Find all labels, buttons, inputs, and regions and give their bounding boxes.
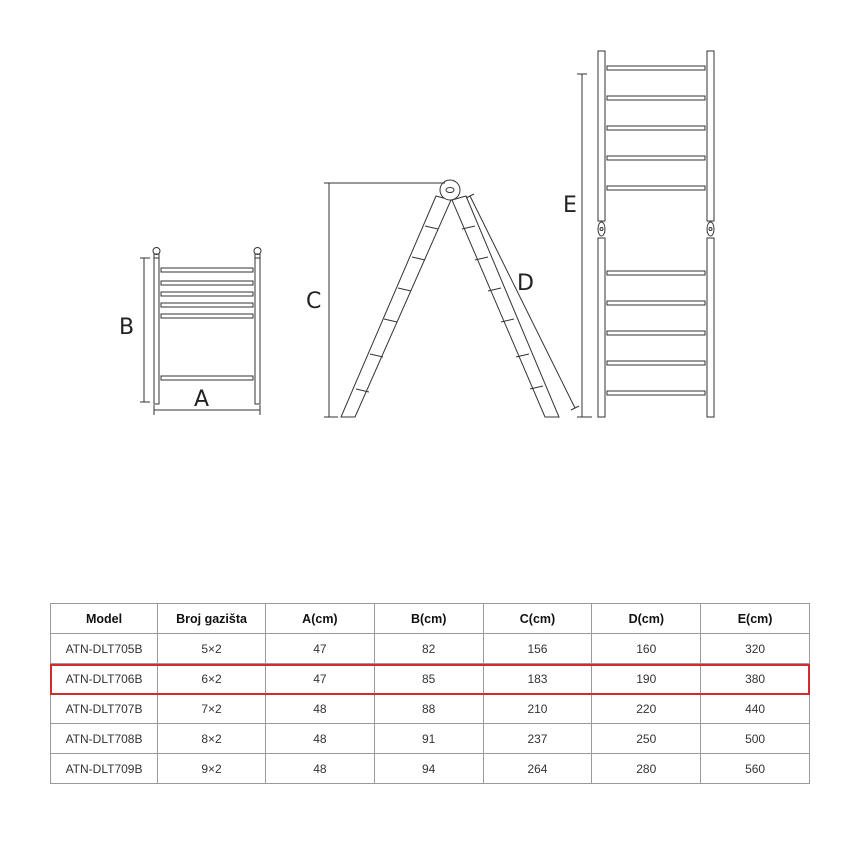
- cell-a: 48: [265, 754, 374, 784]
- extended-ladder: [577, 51, 714, 417]
- table-row: [51, 724, 810, 754]
- cell-c: 264: [483, 754, 592, 784]
- cell-model: ATN-DLT708B: [51, 724, 158, 754]
- cell-b: 94: [374, 754, 483, 784]
- table-row: [51, 754, 810, 784]
- cell-a: 47: [265, 664, 374, 694]
- cell-e: 320: [701, 634, 810, 664]
- cell-a: 47: [265, 634, 374, 664]
- cell-model: ATN-DLT706B: [51, 664, 158, 694]
- header-a: A(cm): [265, 604, 374, 634]
- cell-b: 82: [374, 634, 483, 664]
- header-e: E(cm): [701, 604, 810, 634]
- cell-b: 91: [374, 724, 483, 754]
- cell-d: 250: [592, 724, 701, 754]
- dimension-label-a: A: [194, 387, 210, 412]
- cell-d: 280: [592, 754, 701, 784]
- header-model: Model: [51, 604, 158, 634]
- cell-d: 220: [592, 694, 701, 724]
- cell-e: 560: [701, 754, 810, 784]
- table-row-highlighted: [51, 664, 810, 694]
- cell-b: 88: [374, 694, 483, 724]
- cell-model: ATN-DLT707B: [51, 694, 158, 724]
- cell-d: 160: [592, 634, 701, 664]
- cell-e: 380: [701, 664, 810, 694]
- cell-b: 85: [374, 664, 483, 694]
- dimension-label-b: B: [119, 315, 135, 340]
- header-steps: Broj gazišta: [158, 604, 266, 634]
- cell-c: 183: [483, 664, 592, 694]
- header-d: D(cm): [592, 604, 701, 634]
- cell-steps: 5×2: [158, 634, 266, 664]
- cell-c: 237: [483, 724, 592, 754]
- cell-c: 210: [483, 694, 592, 724]
- dimension-label-d: D: [517, 271, 534, 296]
- table-row: [51, 694, 810, 724]
- cell-e: 500: [701, 724, 810, 754]
- cell-model: ATN-DLT705B: [51, 634, 158, 664]
- cell-a: 48: [265, 724, 374, 754]
- cell-steps: 9×2: [158, 754, 266, 784]
- cell-e: 440: [701, 694, 810, 724]
- cell-steps: 6×2: [158, 664, 266, 694]
- a-frame-ladder: [324, 180, 579, 417]
- table-header-row: [51, 604, 810, 634]
- dimension-label-c: C: [306, 289, 322, 314]
- cell-d: 190: [592, 664, 701, 694]
- spec-table: [50, 603, 810, 784]
- cell-steps: 8×2: [158, 724, 266, 754]
- header-c: C(cm): [483, 604, 592, 634]
- cell-steps: 7×2: [158, 694, 266, 724]
- table-row: [51, 634, 810, 664]
- dimension-label-e: E: [563, 193, 577, 218]
- header-b: B(cm): [374, 604, 483, 634]
- cell-c: 156: [483, 634, 592, 664]
- cell-model: ATN-DLT709B: [51, 754, 158, 784]
- cell-a: 48: [265, 694, 374, 724]
